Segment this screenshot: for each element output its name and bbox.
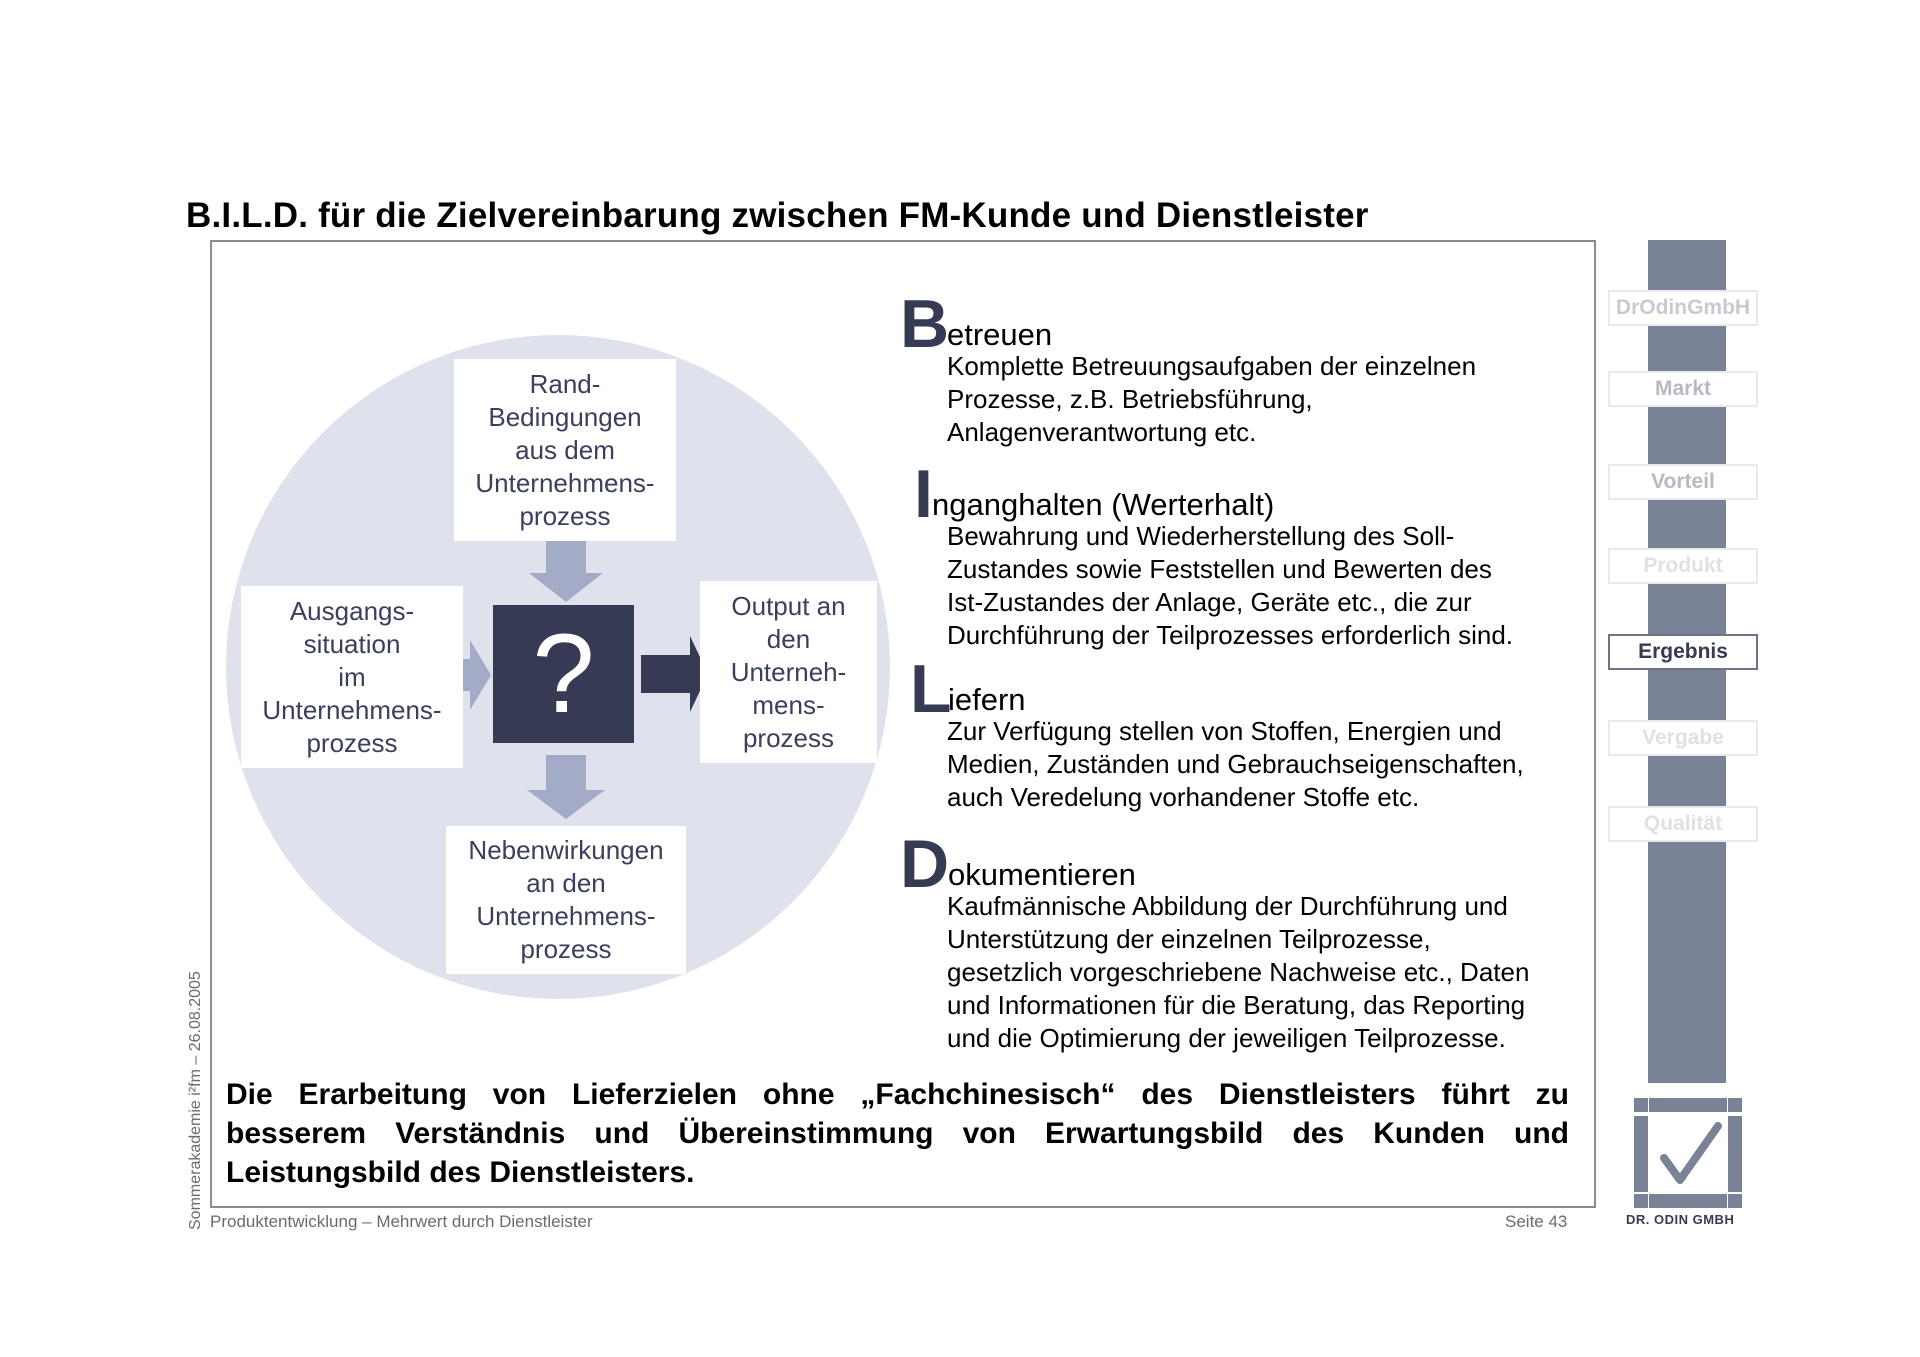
definition-heading: iefern — [948, 682, 1026, 717]
arrow-right-output — [641, 636, 708, 712]
footer-vertical-date: Sommerakademie i²fm – 26.08.2005 — [187, 971, 204, 1230]
definition-text: Zur Verfügung stellen von Stoffen, Energien und Medien, Zuständen und Gebrauchseigenschaften, auch Veredelung vorhandener Stoffe etc. — [947, 716, 1524, 812]
definition-letter: B — [900, 286, 950, 362]
conclusion-text: Die Erarbeitung von Lieferzielen ohne „Fachchinesisch“ des Dienstleisters führt zu besserem Verständnis und Übereinstimmung von Erwartungsbild des Kunden und Leistungsbild des Dienstleisters. — [226, 1078, 1569, 1189]
sidebar-item-produkt[interactable]: Produkt — [1608, 548, 1758, 584]
page-number: Seite 43 — [1505, 1212, 1568, 1231]
sidebar-item-qualitaet[interactable]: Qualität — [1608, 806, 1758, 842]
sidebar-item-vorteil[interactable]: Vorteil — [1608, 464, 1758, 500]
sidebar-item-markt[interactable]: Markt — [1608, 371, 1758, 407]
definition-heading: okumentieren — [948, 857, 1136, 892]
sidebar-item-vergabe[interactable]: Vergabe — [1608, 720, 1758, 756]
definition-letter: I — [914, 456, 933, 532]
box-output: Output an den Unterneh- mens- prozess — [700, 581, 877, 763]
definition-dokumentieren — [900, 826, 1530, 1055]
box-ausgangssituation: Ausgangs- situation im Unternehmens- prozess — [241, 586, 463, 768]
definition-text: Kaufmännische Abbildung der Durchführung und Unterstützung der einzelnen Teilprozesse, gesetzlich vorgeschriebene Nachweise etc., Daten und Informationen für die Beratung, das Reporting und die Optimierung der jeweiligen Teilprozesse. — [947, 891, 1530, 1053]
definition-text: Komplette Betreuungsaufgaben der einzelnen Prozesse, z.B. Betriebsführung, Anlagenverantwortung etc. — [947, 351, 1477, 447]
footer-title: Produktentwicklung – Mehrwert durch Dienstleister — [210, 1212, 593, 1231]
definition-text: Bewahrung und Wiederherstellung des Soll- Zustandes sowie Feststellen und Bewerten des Ist-Zustandes der Anlage, Geräte etc., die zur Durchführung der Teilprozesses erforderlich sind. — [947, 521, 1514, 650]
definition-heading: etreuen — [947, 317, 1053, 352]
definition-liefern — [900, 651, 1524, 814]
box-nebenwirkungen: Nebenwirkungen an den Unternehmens- prozess — [446, 826, 686, 974]
definition-letter: L — [910, 651, 952, 727]
arrow-down-top — [529, 541, 603, 602]
sidebar-item-ergebnis[interactable]: Ergebnis — [1608, 634, 1758, 670]
definition-letter: D — [900, 826, 950, 902]
definition-inganghalten — [900, 456, 1514, 652]
definition-betreuen — [900, 286, 1477, 449]
box-rand-bedingungen: Rand- Bedingungen aus dem Unternehmens- prozess — [454, 359, 676, 541]
sidebar-item-drodingmbh[interactable]: DrOdinGmbH — [1608, 290, 1758, 326]
page-title: B.I.L.D. für die Zielvereinbarung zwischen FM-Kunde und Dienstleister — [186, 196, 1369, 235]
checkmark-logo-icon — [1634, 1098, 1746, 1210]
arrow-down-bottom — [527, 755, 605, 819]
definition-heading: nganghalten (Werterhalt) — [932, 487, 1275, 522]
question-box: ? — [493, 605, 634, 743]
company-logo-text: DR. ODIN GMBH — [1626, 1212, 1735, 1227]
